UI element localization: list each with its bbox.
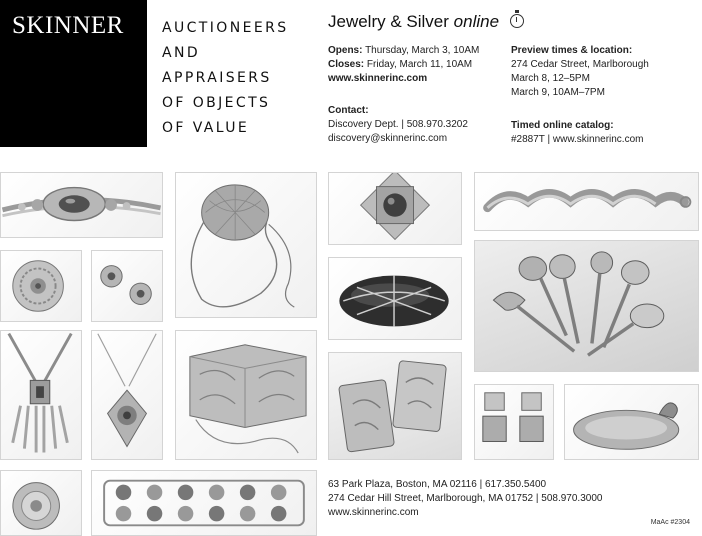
locations-block bbox=[328, 478, 602, 520]
photo-round-brooch bbox=[0, 470, 82, 536]
photo-card-cases bbox=[328, 352, 462, 460]
closes-label: Closes: bbox=[328, 59, 365, 70]
catalog-value: #2887T | www.skinnerinc.com bbox=[511, 134, 644, 145]
headline-online: online bbox=[453, 12, 500, 31]
photo-ornate-clutch bbox=[175, 330, 317, 460]
contact-info bbox=[328, 104, 468, 146]
contact-dept: Discovery Dept. | 508.970.3202 bbox=[328, 119, 468, 130]
photo-pendant-necklace bbox=[91, 330, 163, 460]
boston-address: 63 Park Plaza, Boston, MA 02116 | 617.350.5400 bbox=[328, 479, 547, 490]
preview-info bbox=[511, 44, 649, 100]
photo-beaded-purse bbox=[175, 172, 317, 318]
photo-flower-brooch bbox=[0, 250, 82, 322]
tagline bbox=[162, 16, 312, 141]
opens-label: Opens: bbox=[328, 45, 363, 56]
photo-stone-earrings bbox=[474, 384, 554, 460]
preview-label: Preview times & location: bbox=[511, 45, 633, 56]
preview-address: 274 Cedar Street, Marlborough bbox=[511, 59, 649, 70]
photo-silver-spoons bbox=[474, 240, 699, 372]
timer-icon bbox=[510, 14, 524, 28]
photo-fish-bracelet bbox=[474, 172, 699, 231]
website-link[interactable]: www.skinnerinc.com bbox=[328, 73, 428, 84]
photo-silver-dish bbox=[564, 384, 699, 460]
photo-bangle-bracelet bbox=[0, 172, 163, 238]
tagline-line: OF OBJECTS bbox=[162, 95, 271, 111]
opens-value: Thursday, March 3, 10AM bbox=[365, 45, 480, 56]
photo-black-minaudiere bbox=[328, 257, 462, 340]
closes-value: Friday, March 11, 10AM bbox=[366, 59, 473, 70]
headline-title: Jewelry & Silver bbox=[328, 12, 449, 31]
preview-date: March 8, 12–5PM bbox=[511, 73, 590, 84]
auction-headline bbox=[328, 12, 524, 32]
photo-link-bracelet bbox=[91, 470, 317, 536]
marlborough-address: 274 Cedar Hill Street, Marlborough, MA 01752 | 508.970.3000 bbox=[328, 493, 603, 504]
tagline-line: AND APPRAISERS bbox=[162, 45, 272, 86]
logo-block bbox=[0, 0, 147, 147]
photo-tassel-necklace bbox=[0, 330, 82, 460]
tagline-line: AUCTIONEERS bbox=[162, 20, 289, 36]
contact-label: Contact: bbox=[328, 105, 369, 116]
preview-date: March 9, 10AM–7PM bbox=[511, 87, 605, 98]
catalog-info bbox=[511, 119, 643, 147]
catalog-label: Timed online catalog: bbox=[511, 120, 614, 131]
contact-email[interactable]: discovery@skinnerinc.com bbox=[328, 133, 448, 144]
ad-code: MaAc #2304 bbox=[650, 519, 690, 526]
photo-square-brooch bbox=[328, 172, 462, 245]
footer-website-link[interactable]: www.skinnerinc.com bbox=[328, 507, 419, 518]
tagline-line: OF VALUE bbox=[162, 120, 250, 136]
brand-logo: SKINNER bbox=[12, 12, 124, 39]
auction-dates bbox=[328, 44, 479, 86]
photo-flower-earrings bbox=[91, 250, 163, 322]
